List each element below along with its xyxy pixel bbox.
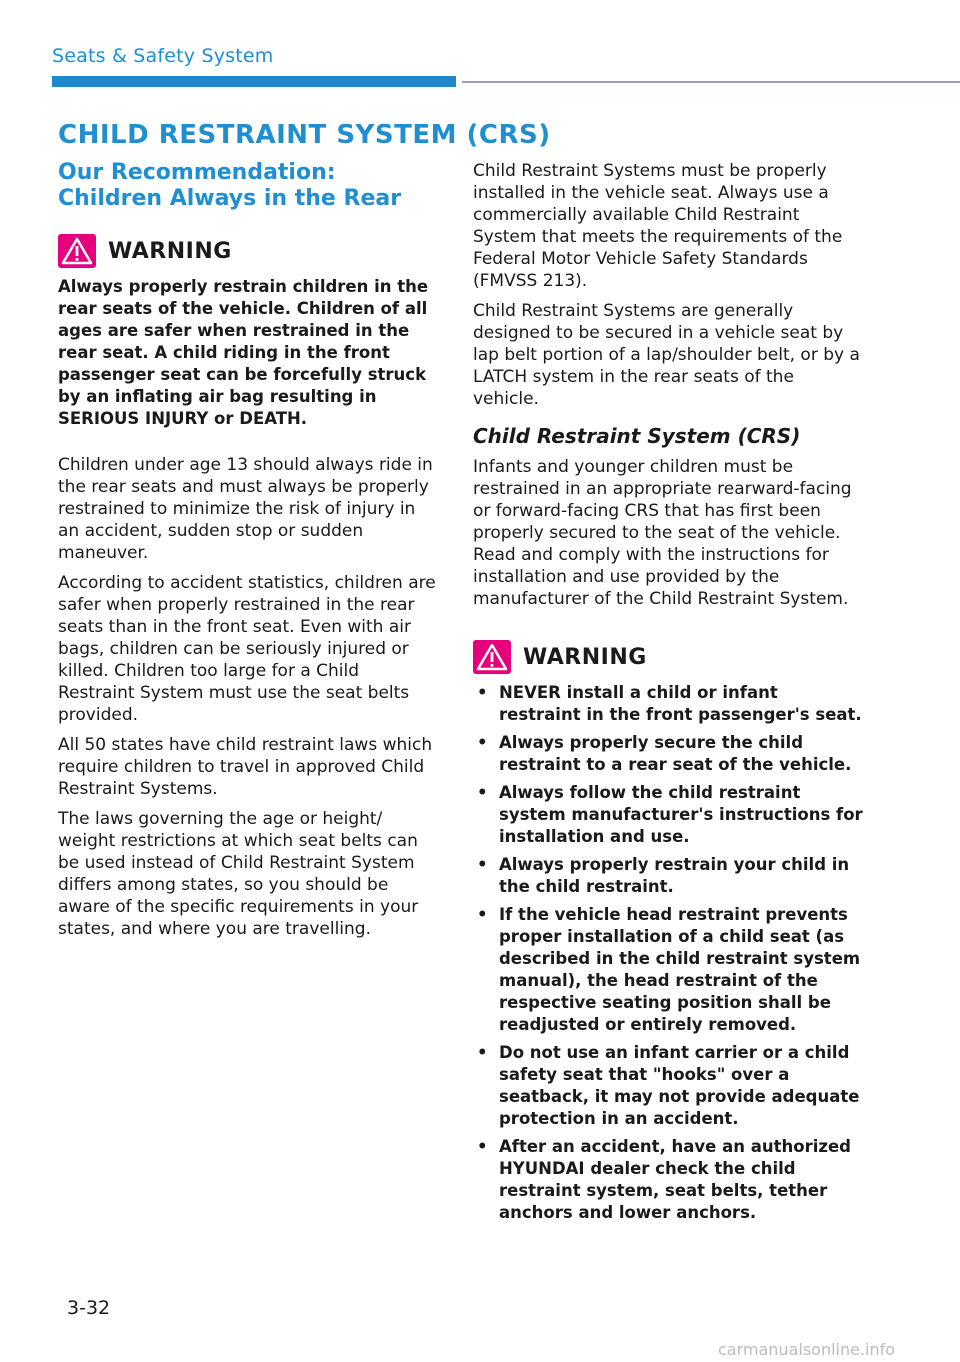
paragraph: According to accident statistics, children are safer when properly restrained in the rear seats than in the front seat. Even with air bags, children can be seriously injured or killed. Children too large for a Child Restraint System must use the seat belts provided. bbox=[58, 573, 436, 725]
warning-item-text: If the vehicle head restraint prevents proper installation of a child seat (as described in the child restraint system manual), the head restraint of the respective seating position shall be readjusted or entirely removed. bbox=[499, 905, 861, 1034]
warning-item-text: Always properly restrain your child in the child restraint. bbox=[499, 855, 850, 896]
left-column bbox=[58, 160, 438, 948]
paragraph: Infants and younger children must be restrained in an appropriate rearward-facing or forward-facing CRS that has first been properly secured to the seat of the vehicle. Read and comply with the instructions for installation and use provided by the manufacturer of the Child Restraint System. bbox=[473, 457, 852, 609]
warning-item-text: Always properly secure the child restraint to a rear seat of the vehicle. bbox=[499, 733, 852, 774]
warning-label: WARNING bbox=[108, 238, 232, 264]
bullet-icon: • bbox=[477, 1043, 488, 1062]
warning-text: Always properly restrain children in the rear seats of the vehicle. Children of all ages are safer when restrained in the rear seat. A child riding in the front passenger seat can be forcefully struck by an inflating air bag resulting in SERIOUS INJURY or DEATH. bbox=[58, 277, 429, 428]
warning-item-text: Do not use an infant carrier or a child safety seat that "hooks" over a seatback, it may not provide adequate protection in an accident. bbox=[499, 1043, 860, 1128]
paragraph: Child Restraint Systems must be properly installed in the vehicle seat. Always use a commercially available Child Restraint System that meets the requirements of the Federal Motor Vehicle Safety Standards (FMVSS 213). bbox=[473, 161, 843, 291]
warning-list-item bbox=[473, 904, 863, 1036]
warning-heading bbox=[58, 234, 438, 268]
bullet-icon: • bbox=[477, 783, 488, 802]
warning-triangle-icon bbox=[58, 234, 96, 268]
watermark: carmanualsonline.info bbox=[718, 1340, 896, 1359]
warning-triangle-icon bbox=[473, 640, 511, 674]
right-column bbox=[473, 160, 863, 1230]
warning-list-item bbox=[473, 854, 863, 898]
warning-list-item bbox=[473, 682, 863, 726]
header-rule-thick bbox=[52, 76, 456, 87]
warning-item-text: After an accident, have an authorized HYUNDAI dealer check the child restraint system, seat belts, tether anchors and lower anchors. bbox=[499, 1137, 851, 1222]
warning-heading bbox=[473, 640, 863, 674]
paragraph: The laws governing the age or height/ weight restrictions at which seat belts can be used instead of Child Restraint System differs among states, so you should be aware of the specific requirements in your states, and where you are travelling. bbox=[58, 809, 419, 939]
warning-list-item bbox=[473, 782, 863, 848]
header-title: Seats & Safety System bbox=[52, 45, 274, 67]
bullet-icon: • bbox=[477, 1137, 488, 1156]
bullet-icon: • bbox=[477, 855, 488, 874]
page-number: 3-32 bbox=[67, 1297, 111, 1319]
subheading-crs: Child Restraint System (CRS) bbox=[473, 424, 801, 448]
bullet-icon: • bbox=[477, 733, 488, 752]
bullet-icon: • bbox=[477, 905, 488, 924]
section-title: CHILD RESTRAINT SYSTEM (CRS) bbox=[58, 120, 551, 150]
header-rule-thin bbox=[462, 81, 960, 83]
paragraph: Children under age 13 should always ride in the rear seats and must always be properly restrained to minimize the risk of injury in an accident, sudden stop or sudden maneuver. bbox=[58, 455, 433, 563]
warning-list-item bbox=[473, 1136, 863, 1224]
warning-item-text: NEVER install a child or infant restraint in the front passenger's seat. bbox=[499, 683, 862, 724]
warning-list-item bbox=[473, 1042, 863, 1130]
warning-list-item bbox=[473, 732, 863, 776]
bullet-icon: • bbox=[477, 683, 488, 702]
warning-list bbox=[473, 682, 863, 1224]
warning-label: WARNING bbox=[523, 644, 647, 670]
subheading-rear-recommendation: Our Recommendation: Children Always in the Rear bbox=[58, 160, 402, 211]
paragraph: Child Restraint Systems are generally designed to be secured in a vehicle seat by lap belt portion of a lap/shoulder belt, or by a LATCH system in the rear seats of the vehicle. bbox=[473, 301, 860, 409]
paragraph: All 50 states have child restraint laws which require children to travel in approved Child Restraint Systems. bbox=[58, 735, 433, 799]
warning-item-text: Always follow the child restraint system manufacturer's instructions for installation and use. bbox=[499, 783, 863, 846]
